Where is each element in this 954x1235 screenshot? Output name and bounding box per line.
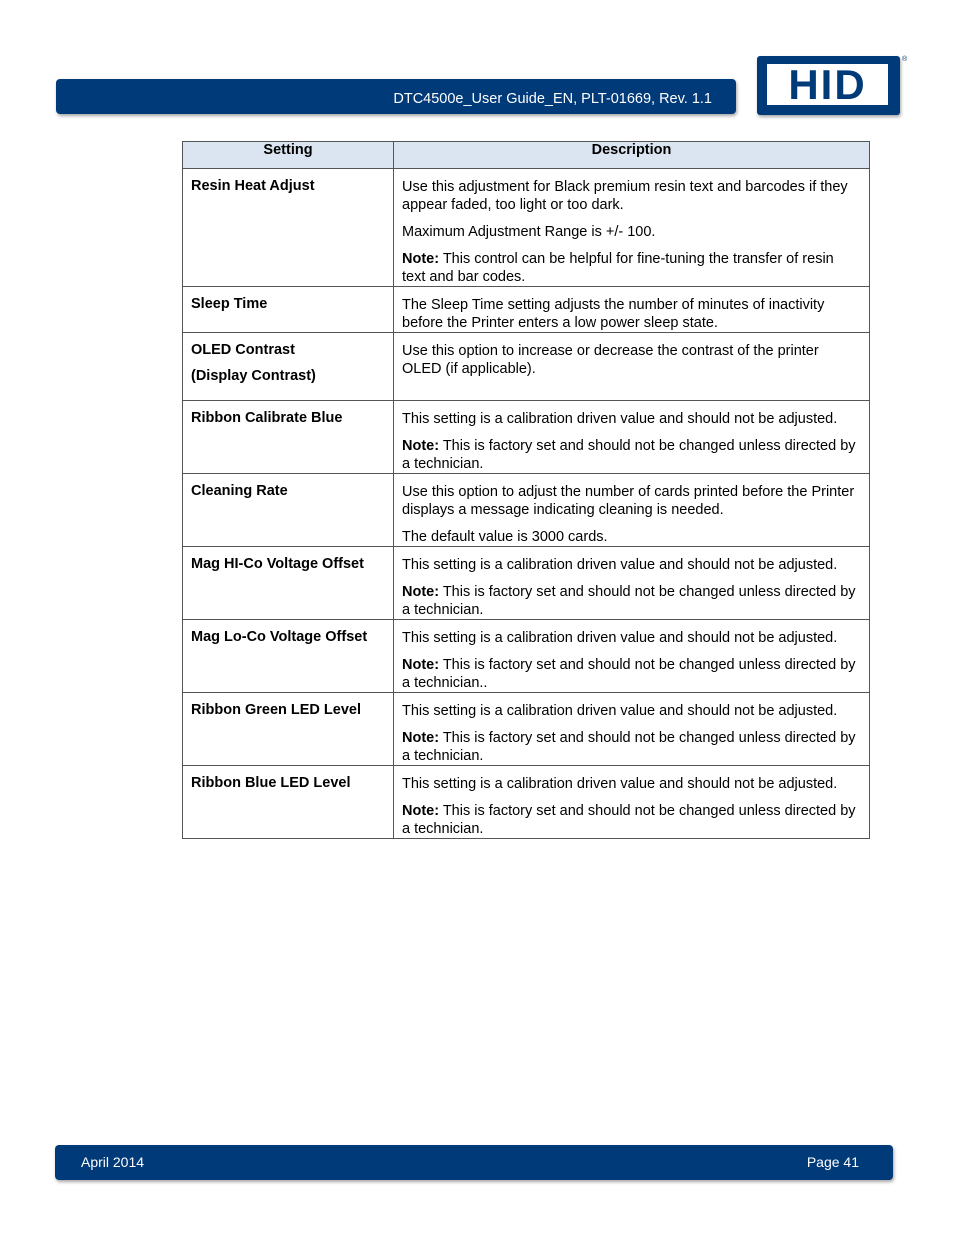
setting-name-cell bbox=[183, 401, 394, 474]
description-paragraph bbox=[402, 342, 861, 378]
setting-name: Ribbon Green LED Level bbox=[191, 702, 361, 718]
description-text: Use this adjustment for Black premium resin text and barcodes if they appear faded, too light or too dark. bbox=[402, 179, 848, 213]
table-row bbox=[183, 693, 870, 766]
description-text: This is factory set and should not be changed unless directed by a technician. bbox=[402, 584, 856, 618]
header-bar bbox=[56, 79, 736, 114]
description-paragraph bbox=[402, 556, 861, 574]
column-header-setting: Setting bbox=[183, 142, 394, 169]
setting-description-cell bbox=[394, 333, 870, 401]
description-text: Maximum Adjustment Range is +/- 100. bbox=[402, 224, 656, 240]
description-text: This setting is a calibration driven value and should not be adjusted. bbox=[402, 703, 838, 719]
description-text: The Sleep Time setting adjusts the number of minutes of inactivity before the Printer enters a low power sleep state. bbox=[402, 297, 825, 331]
setting-description-cell bbox=[394, 766, 870, 839]
table-row bbox=[183, 474, 870, 547]
setting-name: Mag HI-Co Voltage Offset bbox=[191, 556, 364, 572]
setting-name-cell bbox=[183, 169, 394, 287]
note-label: Note: bbox=[402, 584, 440, 600]
hid-logo-plate bbox=[767, 61, 888, 108]
settings-table bbox=[182, 141, 870, 839]
description-text: Use this option to increase or decrease the contrast of the printer OLED (if applicable). bbox=[402, 343, 819, 377]
description-paragraph bbox=[402, 483, 861, 519]
table-row bbox=[183, 287, 870, 333]
note-label: Note: bbox=[402, 657, 440, 673]
description-paragraph bbox=[402, 410, 861, 428]
table-row bbox=[183, 169, 870, 287]
note-label: Note: bbox=[402, 438, 440, 454]
description-text: This setting is a calibration driven value and should not be adjusted. bbox=[402, 557, 838, 573]
description-text: This control can be helpful for fine-tuning the transfer of resin text and bar codes. bbox=[402, 251, 834, 285]
setting-description-cell bbox=[394, 401, 870, 474]
setting-name: Resin Heat Adjust bbox=[191, 178, 315, 194]
table-row bbox=[183, 620, 870, 693]
description-paragraph bbox=[402, 702, 861, 720]
description-paragraph bbox=[402, 629, 861, 647]
footer-bar bbox=[55, 1145, 893, 1180]
description-paragraph bbox=[402, 775, 861, 793]
description-paragraph bbox=[402, 223, 861, 241]
description-text: This setting is a calibration driven value and should not be adjusted. bbox=[402, 630, 838, 646]
description-paragraph bbox=[402, 729, 861, 765]
hid-logo-text: HID bbox=[788, 61, 867, 108]
setting-name-cell bbox=[183, 287, 394, 333]
table-header-row bbox=[183, 142, 870, 169]
table-row bbox=[183, 766, 870, 839]
table-row bbox=[183, 333, 870, 401]
description-text: This setting is a calibration driven value and should not be adjusted. bbox=[402, 776, 838, 792]
setting-name-cell bbox=[183, 620, 394, 693]
description-text: This is factory set and should not be changed unless directed by a technician. bbox=[402, 730, 856, 764]
table-row bbox=[183, 547, 870, 620]
setting-name: (Display Contrast) bbox=[191, 368, 316, 384]
document-title: DTC4500e_User Guide_EN, PLT-01669, Rev. 1.1 bbox=[393, 91, 712, 107]
description-text: This is factory set and should not be changed unless directed by a technician. bbox=[402, 803, 856, 837]
setting-name: OLED Contrast bbox=[191, 342, 295, 358]
table-row bbox=[183, 401, 870, 474]
description-paragraph bbox=[402, 528, 861, 546]
description-text: This is factory set and should not be changed unless directed by a technician.. bbox=[402, 657, 856, 691]
setting-name-cell bbox=[183, 766, 394, 839]
setting-name: Sleep Time bbox=[191, 296, 268, 312]
description-text: This is factory set and should not be changed unless directed by a technician. bbox=[402, 438, 856, 472]
setting-name: Cleaning Rate bbox=[191, 483, 288, 499]
setting-name-cell bbox=[183, 474, 394, 547]
setting-description-cell bbox=[394, 620, 870, 693]
setting-name: Ribbon Blue LED Level bbox=[191, 775, 351, 791]
footer-page-number: Page 41 bbox=[806, 1154, 859, 1170]
note-label: Note: bbox=[402, 251, 440, 267]
description-paragraph bbox=[402, 656, 861, 692]
table-body bbox=[183, 169, 870, 839]
note-label: Note: bbox=[402, 730, 440, 746]
setting-name-cell bbox=[183, 693, 394, 766]
setting-description-cell bbox=[394, 474, 870, 547]
column-header-description: Description bbox=[394, 142, 870, 169]
setting-description-cell bbox=[394, 693, 870, 766]
setting-description-cell bbox=[394, 287, 870, 333]
description-paragraph bbox=[402, 802, 861, 838]
hid-logo bbox=[757, 56, 900, 115]
note-label: Note: bbox=[402, 803, 440, 819]
setting-name-cell bbox=[183, 547, 394, 620]
setting-description-cell bbox=[394, 547, 870, 620]
description-paragraph bbox=[402, 296, 861, 332]
setting-name: Mag Lo-Co Voltage Offset bbox=[191, 629, 368, 645]
description-text: Use this option to adjust the number of cards printed before the Printer displays a message indicating cleaning is needed. bbox=[402, 484, 855, 518]
description-text: This setting is a calibration driven value and should not be adjusted. bbox=[402, 411, 838, 427]
description-paragraph bbox=[402, 437, 861, 473]
setting-name-cell bbox=[183, 333, 394, 401]
description-paragraph bbox=[402, 583, 861, 619]
description-text: The default value is 3000 cards. bbox=[402, 529, 608, 545]
setting-description-cell bbox=[394, 169, 870, 287]
description-paragraph bbox=[402, 250, 861, 286]
registered-mark: ® bbox=[902, 56, 908, 63]
footer-date: April 2014 bbox=[81, 1154, 145, 1170]
setting-name: Ribbon Calibrate Blue bbox=[191, 410, 343, 426]
description-paragraph bbox=[402, 178, 861, 214]
